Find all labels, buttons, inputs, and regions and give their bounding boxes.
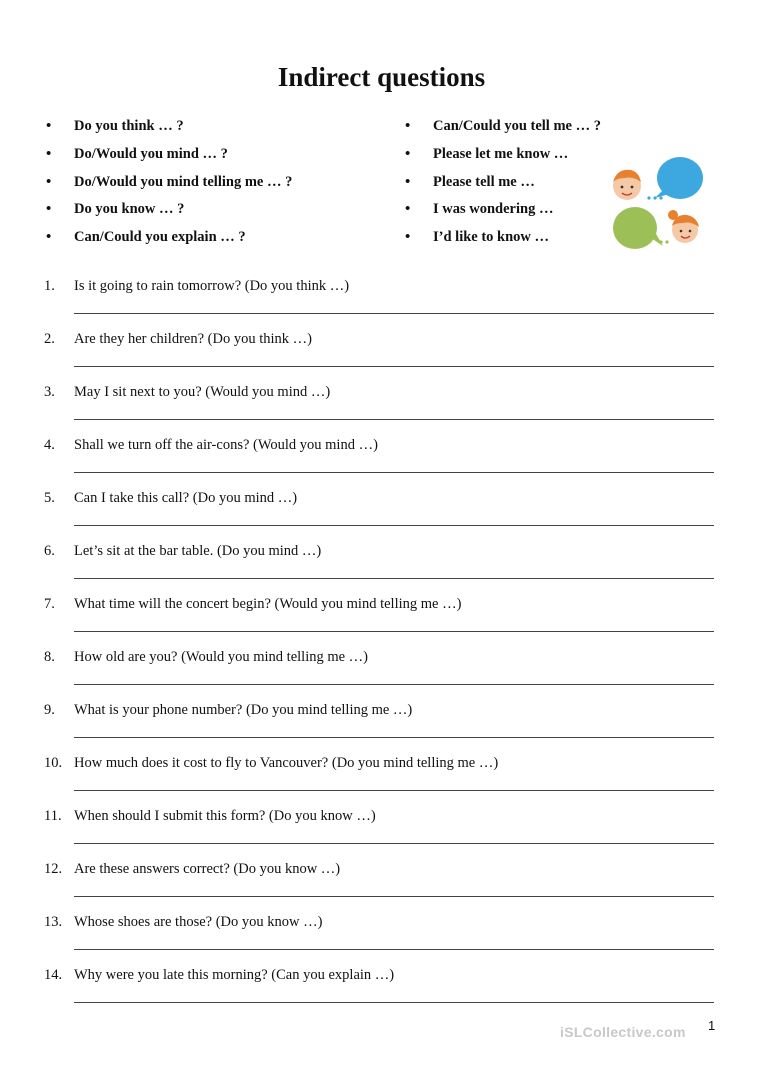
phrase-item [46,141,292,169]
eye-icon [689,230,692,233]
question-item [44,596,714,649]
question-number: 13. [44,914,63,930]
answer-line[interactable] [74,1002,714,1003]
question-number: 1. [44,278,55,294]
question-item [44,543,714,596]
question-text: Is it going to rain tomorrow? (Do you think …) [74,278,350,294]
question-item [44,914,714,967]
phrase-text: I was wondering … [433,201,554,218]
phrase-item [46,113,292,141]
question-item [44,384,714,437]
watermark: iSLCollective.com [560,1024,686,1040]
question-number: 4. [44,437,55,453]
question-text: Are these answers correct? (Do you know …) [74,861,341,877]
question-number: 12. [44,861,63,877]
question-text: Shall we turn off the air-cons? (Would you mind …) [74,437,378,453]
phrase-item [405,141,601,169]
eye-icon [631,186,634,189]
phrase-text: Can/Could you explain … ? [74,229,246,246]
answer-line[interactable] [74,896,714,897]
question-item [44,331,714,384]
phrase-text: I’d like to know … [433,229,550,246]
bullet: • [405,229,411,246]
bullet: • [405,146,411,163]
phrase-item [46,196,292,224]
question-number: 6. [44,543,55,559]
question-item [44,808,714,861]
question-item [44,278,714,331]
answer-line[interactable] [74,472,714,473]
question-item [44,967,714,1020]
answer-line[interactable] [74,525,714,526]
question-number: 8. [44,649,55,665]
phrase-list-left [46,113,292,251]
phrase-item [405,196,601,224]
question-text: Can I take this call? (Do you mind …) [74,490,298,506]
answer-line[interactable] [74,313,714,314]
dot-icon [659,196,662,199]
question-number: 14. [44,967,63,983]
bullet: • [46,229,52,246]
phrase-list-right [405,113,601,251]
question-text: May I sit next to you? (Would you mind …) [74,384,331,400]
dot-icon [659,240,662,243]
dot-icon [665,240,668,243]
question-text: How old are you? (Would you mind telling me …) [74,649,369,665]
question-text: Are they her children? (Do you think …) [74,331,312,347]
phrase-text: Do you know … ? [74,201,185,218]
phrase-text: Please let me know … [433,146,569,163]
question-text: What time will the concert begin? (Would you mind telling me …) [74,596,462,612]
phrase-item [46,168,292,196]
page-title: Indirect questions [277,62,486,92]
question-text: Let’s sit at the bar table. (Do you mind …) [74,543,322,559]
question-number: 3. [44,384,55,400]
eye-icon [621,186,624,189]
question-text: When should I submit this form? (Do you know …) [74,808,376,824]
chat-bubbles-illustration [605,150,710,255]
question-number: 7. [44,596,55,612]
bullet: • [46,146,52,163]
phrase-item [46,224,292,252]
question-number: 5. [44,490,55,506]
question-item [44,755,714,808]
question-item [44,437,714,490]
answer-line[interactable] [74,419,714,420]
answer-line[interactable] [74,578,714,579]
speech-bubble-green [613,207,657,249]
phrase-item [405,168,601,196]
bullet: • [405,201,411,218]
question-number: 10. [44,755,63,771]
answer-line[interactable] [74,366,714,367]
answer-line[interactable] [74,843,714,844]
bullet: • [405,173,411,190]
bullet: • [46,173,52,190]
bullet: • [46,201,52,218]
answer-line[interactable] [74,684,714,685]
phrase-text: Do you think … ? [74,118,184,135]
phrase-text: Can/Could you tell me … ? [433,118,601,135]
dot-icon [653,196,656,199]
page-number: 1 [708,1018,716,1033]
question-item [44,490,714,543]
question-item [44,649,714,702]
question-number: 11. [44,808,62,824]
question-text: Whose shoes are those? (Do you know …) [74,914,323,930]
question-item [44,861,714,914]
phrase-item [405,113,601,141]
phrase-text: Do/Would you mind … ? [74,146,228,163]
question-item [44,702,714,755]
answer-line[interactable] [74,737,714,738]
question-text: How much does it cost to fly to Vancouver? (Do you mind telling me …) [74,755,499,771]
answer-line[interactable] [74,790,714,791]
phrase-text: Do/Would you mind telling me … ? [74,173,293,190]
question-number: 9. [44,702,55,718]
bullet: • [46,118,52,135]
phrase-text: Please tell me … [433,173,535,190]
bullet: • [405,118,411,135]
answer-line[interactable] [74,949,714,950]
answer-line[interactable] [74,631,714,632]
question-text: What is your phone number? (Do you mind telling me …) [74,702,413,718]
phrase-item [405,224,601,252]
eye-icon [680,230,683,233]
question-number: 2. [44,331,55,347]
dot-icon [647,196,650,199]
question-text: Why were you late this morning? (Can you explain …) [74,967,395,983]
